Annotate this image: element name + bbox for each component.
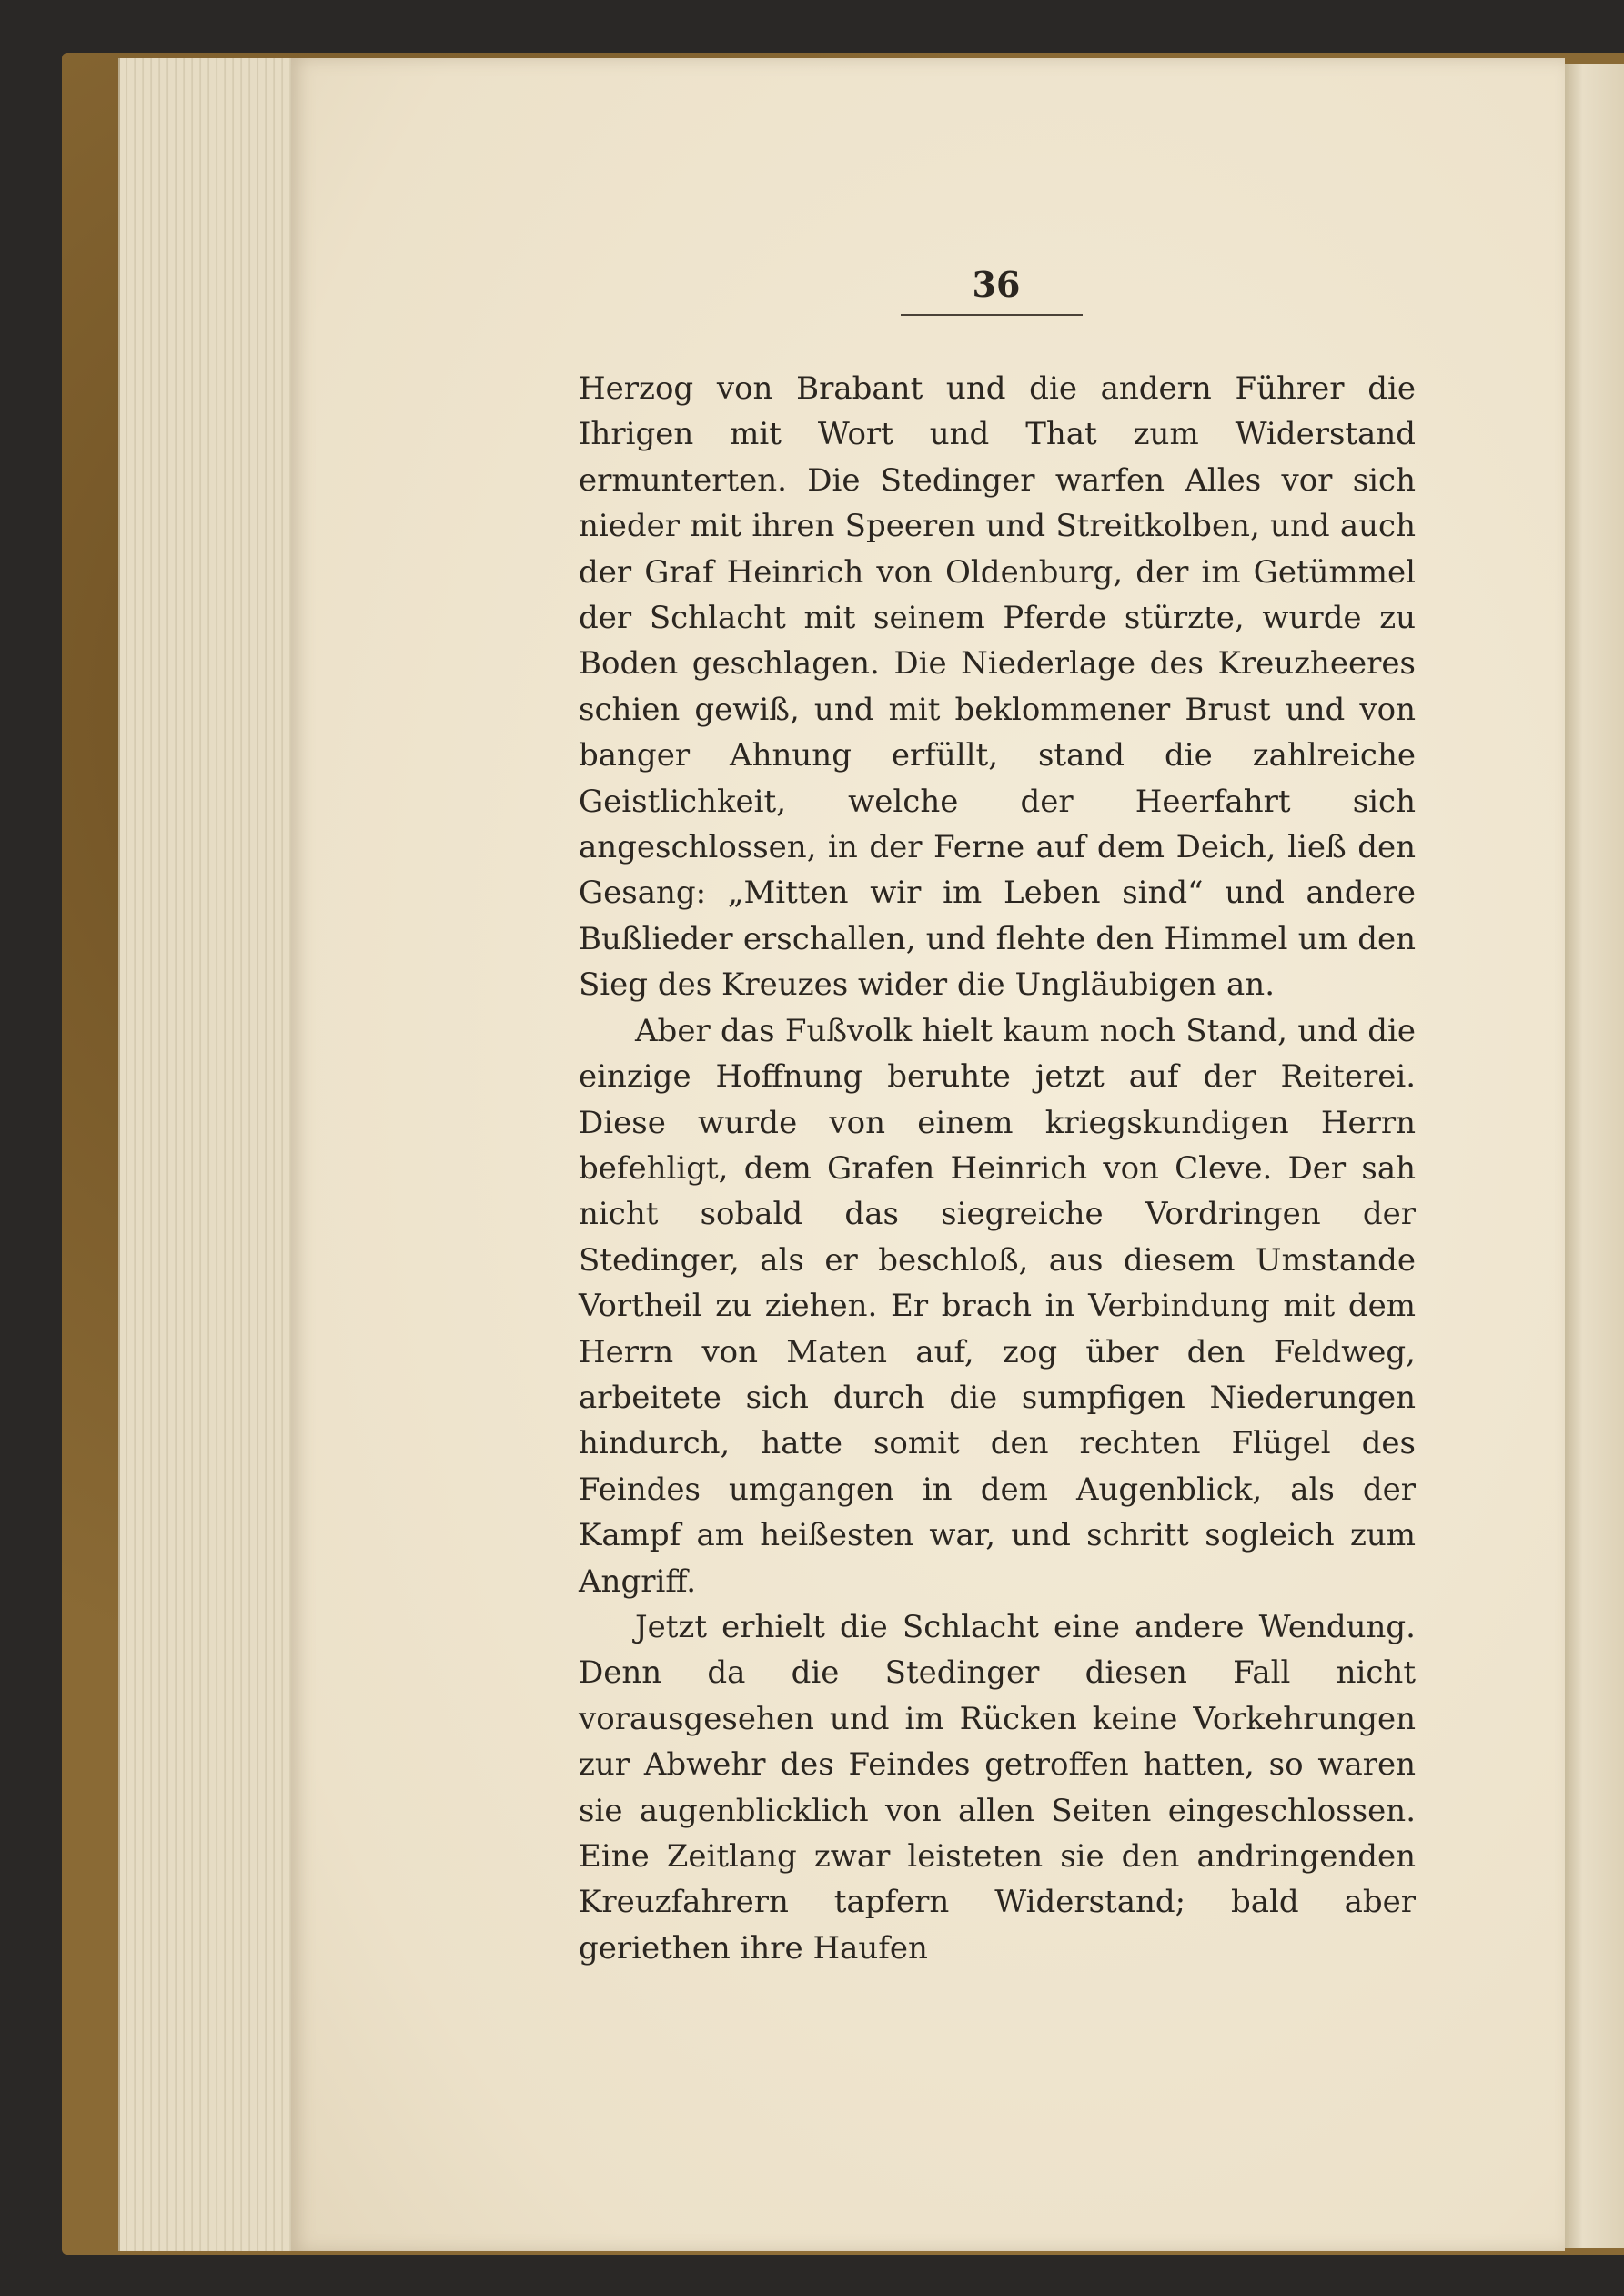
paragraph: Jetzt erhielt die Schlacht eine andere Wendung. Denn da die Stedinger diesen Fall nicht vorausgesehen und im Rücken keine Vorkehrungen zur Abwehr des Feindes getroffen hatten, so waren sie augenblicklich von allen Seiten eingeschlossen. Eine Zeitlang zwar leisteten sie den andringenden Kreuzfahrern tapfern Widerstand; bald aber geriethen ihre Haufen xyxy=(579,1608,1416,1967)
next-page-edge xyxy=(1565,64,1624,2248)
page-body xyxy=(579,366,1416,1971)
page-number: 36 xyxy=(972,264,1021,305)
paragraph: Herzog von Brabant und die andern Führer die Ihrigen mit Wort und That zum Widerstand ermunterten. Die Stedinger warfen Alles vor sich nieder mit ihren Speeren und Streitkolben, und auch der Graf Heinrich von Oldenburg, der im Getümmel der Schlacht mit seinem Pferde stürzte, wurde zu Boden geschlagen. Die Niederlage des Kreuzheeres schien gewiß, und mit beklommener Brust und von banger Ahnung erfüllt, stand die zahlreiche Geistlichkeit, welche der Heerfahrt sich angeschlossen, in der Ferne auf dem Deich, ließ den Gesang: „Mitten wir im Leben sind“ und andere Bußlieder erschallen, und flehte den Himmel um den Sieg des Kreuzes wider die Ungläubigen an. xyxy=(579,370,1416,1004)
paragraph: Aber das Fußvolk hielt kaum noch Stand, und die einzige Hoffnung beruhte jetzt auf der Reiterei. Diese wurde von einem kriegskundigen Herrn befehligt, dem Grafen Heinrich von Cleve. Der sah nicht sobald das siegreiche Vordringen der Stedinger, als er beschloß, aus diesem Umstande Vortheil zu ziehen. Er brach in Verbindung mit dem Herrn von Maten auf, zog über den Feldweg, arbeitete sich durch die sumpfigen Niederungen hindurch, hatte somit den rechten Flügel des Feindes umgangen in dem Augenblick, als der Kampf am heißesten war, und schritt sogleich zum Angriff. xyxy=(579,1012,1416,1600)
page-edges xyxy=(118,58,302,2251)
header-rule xyxy=(901,314,1083,316)
